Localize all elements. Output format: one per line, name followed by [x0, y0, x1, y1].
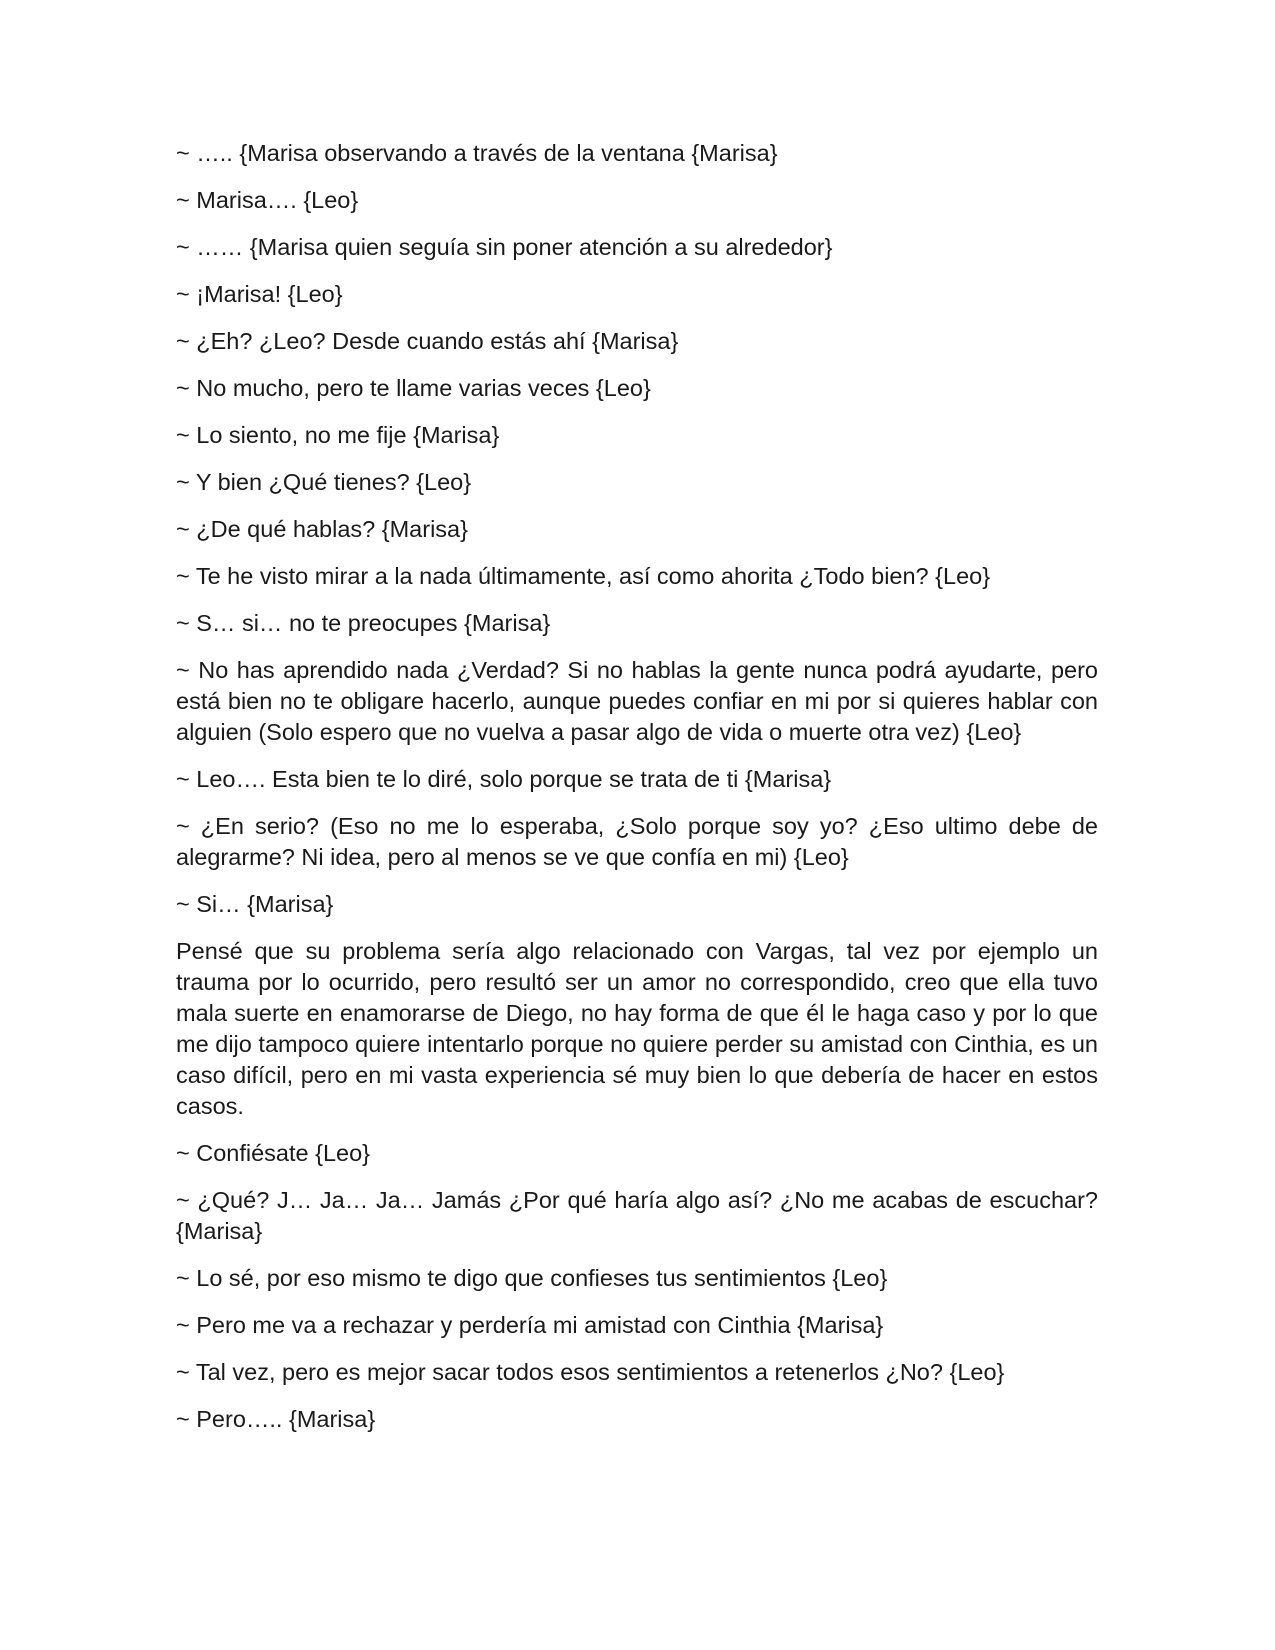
dialogue-line: ~ No has aprendido nada ¿Verdad? Si no hablas la gente nunca podrá ayudarte, pero está bien no te obligare hacerlo, aunque puedes confiar en mi por si quieres hablar con alguien (Solo espero que no vuelva a pasar algo de vida o muerte otra vez) {Leo}: [176, 657, 1098, 745]
dialogue-line: ~ Te he visto mirar a la nada últimamente, así como ahorita ¿Todo bien? {Leo}: [176, 563, 991, 589]
dialogue-line: ~ Lo siento, no me fije {Marisa}: [176, 422, 500, 448]
dialogue-line: ~ Y bien ¿Qué tienes? {Leo}: [176, 469, 472, 495]
dialogue-line: ~ ¿Qué? J… Ja… Ja… Jamás ¿Por qué haría algo así? ¿No me acabas de escuchar? {Marisa}: [176, 1187, 1098, 1244]
dialogue-line: ~ …… {Marisa quien seguía sin poner atención a su alrededor}: [176, 234, 833, 260]
document-page: [176, 138, 1098, 1451]
dialogue-line: ~ ¿De qué hablas? {Marisa}: [176, 516, 468, 542]
narration-paragraph: Pensé que su problema sería algo relacionado con Vargas, tal vez por ejemplo un trauma por lo ocurrido, pero resultó ser un amor no correspondido, creo que ella tuvo mala suerte en enamorarse de Diego, no hay forma de que él le haga caso y por lo que me dijo tampoco quiere intentarlo porque no quiere perder su amistad con Cinthia, es un caso difícil, pero en mi vasta experiencia sé muy bien lo que debería de hacer en estos casos.: [176, 938, 1098, 1119]
dialogue-line: ~ ¿En serio? (Eso no me lo esperaba, ¿Solo porque soy yo? ¿Eso ultimo debe de alegrarme? Ni idea, pero al menos se ve que confía en mi) {Leo}: [176, 813, 1098, 870]
dialogue-line: ~ ¡Marisa! {Leo}: [176, 281, 343, 307]
dialogue-line: ~ ….. {Marisa observando a través de la ventana {Marisa}: [176, 140, 778, 166]
dialogue-line: ~ S… si… no te preocupes {Marisa}: [176, 610, 551, 636]
dialogue-line: ~ Pero me va a rechazar y perdería mi amistad con Cinthia {Marisa}: [176, 1312, 884, 1338]
dialogue-line: ~ Leo…. Esta bien te lo diré, solo porque se trata de ti {Marisa}: [176, 766, 832, 792]
dialogue-line: ~ Confiésate {Leo}: [176, 1140, 371, 1166]
dialogue-line: ~ Marisa…. {Leo}: [176, 187, 359, 213]
dialogue-line: ~ Si… {Marisa}: [176, 891, 334, 917]
dialogue-line: ~ Lo sé, por eso mismo te digo que confieses tus sentimientos {Leo}: [176, 1265, 888, 1291]
dialogue-line: ~ Tal vez, pero es mejor sacar todos esos sentimientos a retenerlos ¿No? {Leo}: [176, 1359, 1005, 1385]
dialogue-line: ~ No mucho, pero te llame varias veces {Leo}: [176, 375, 651, 401]
dialogue-line: ~ Pero….. {Marisa}: [176, 1406, 376, 1432]
dialogue-line: ~ ¿Eh? ¿Leo? Desde cuando estás ahí {Marisa}: [176, 328, 679, 354]
